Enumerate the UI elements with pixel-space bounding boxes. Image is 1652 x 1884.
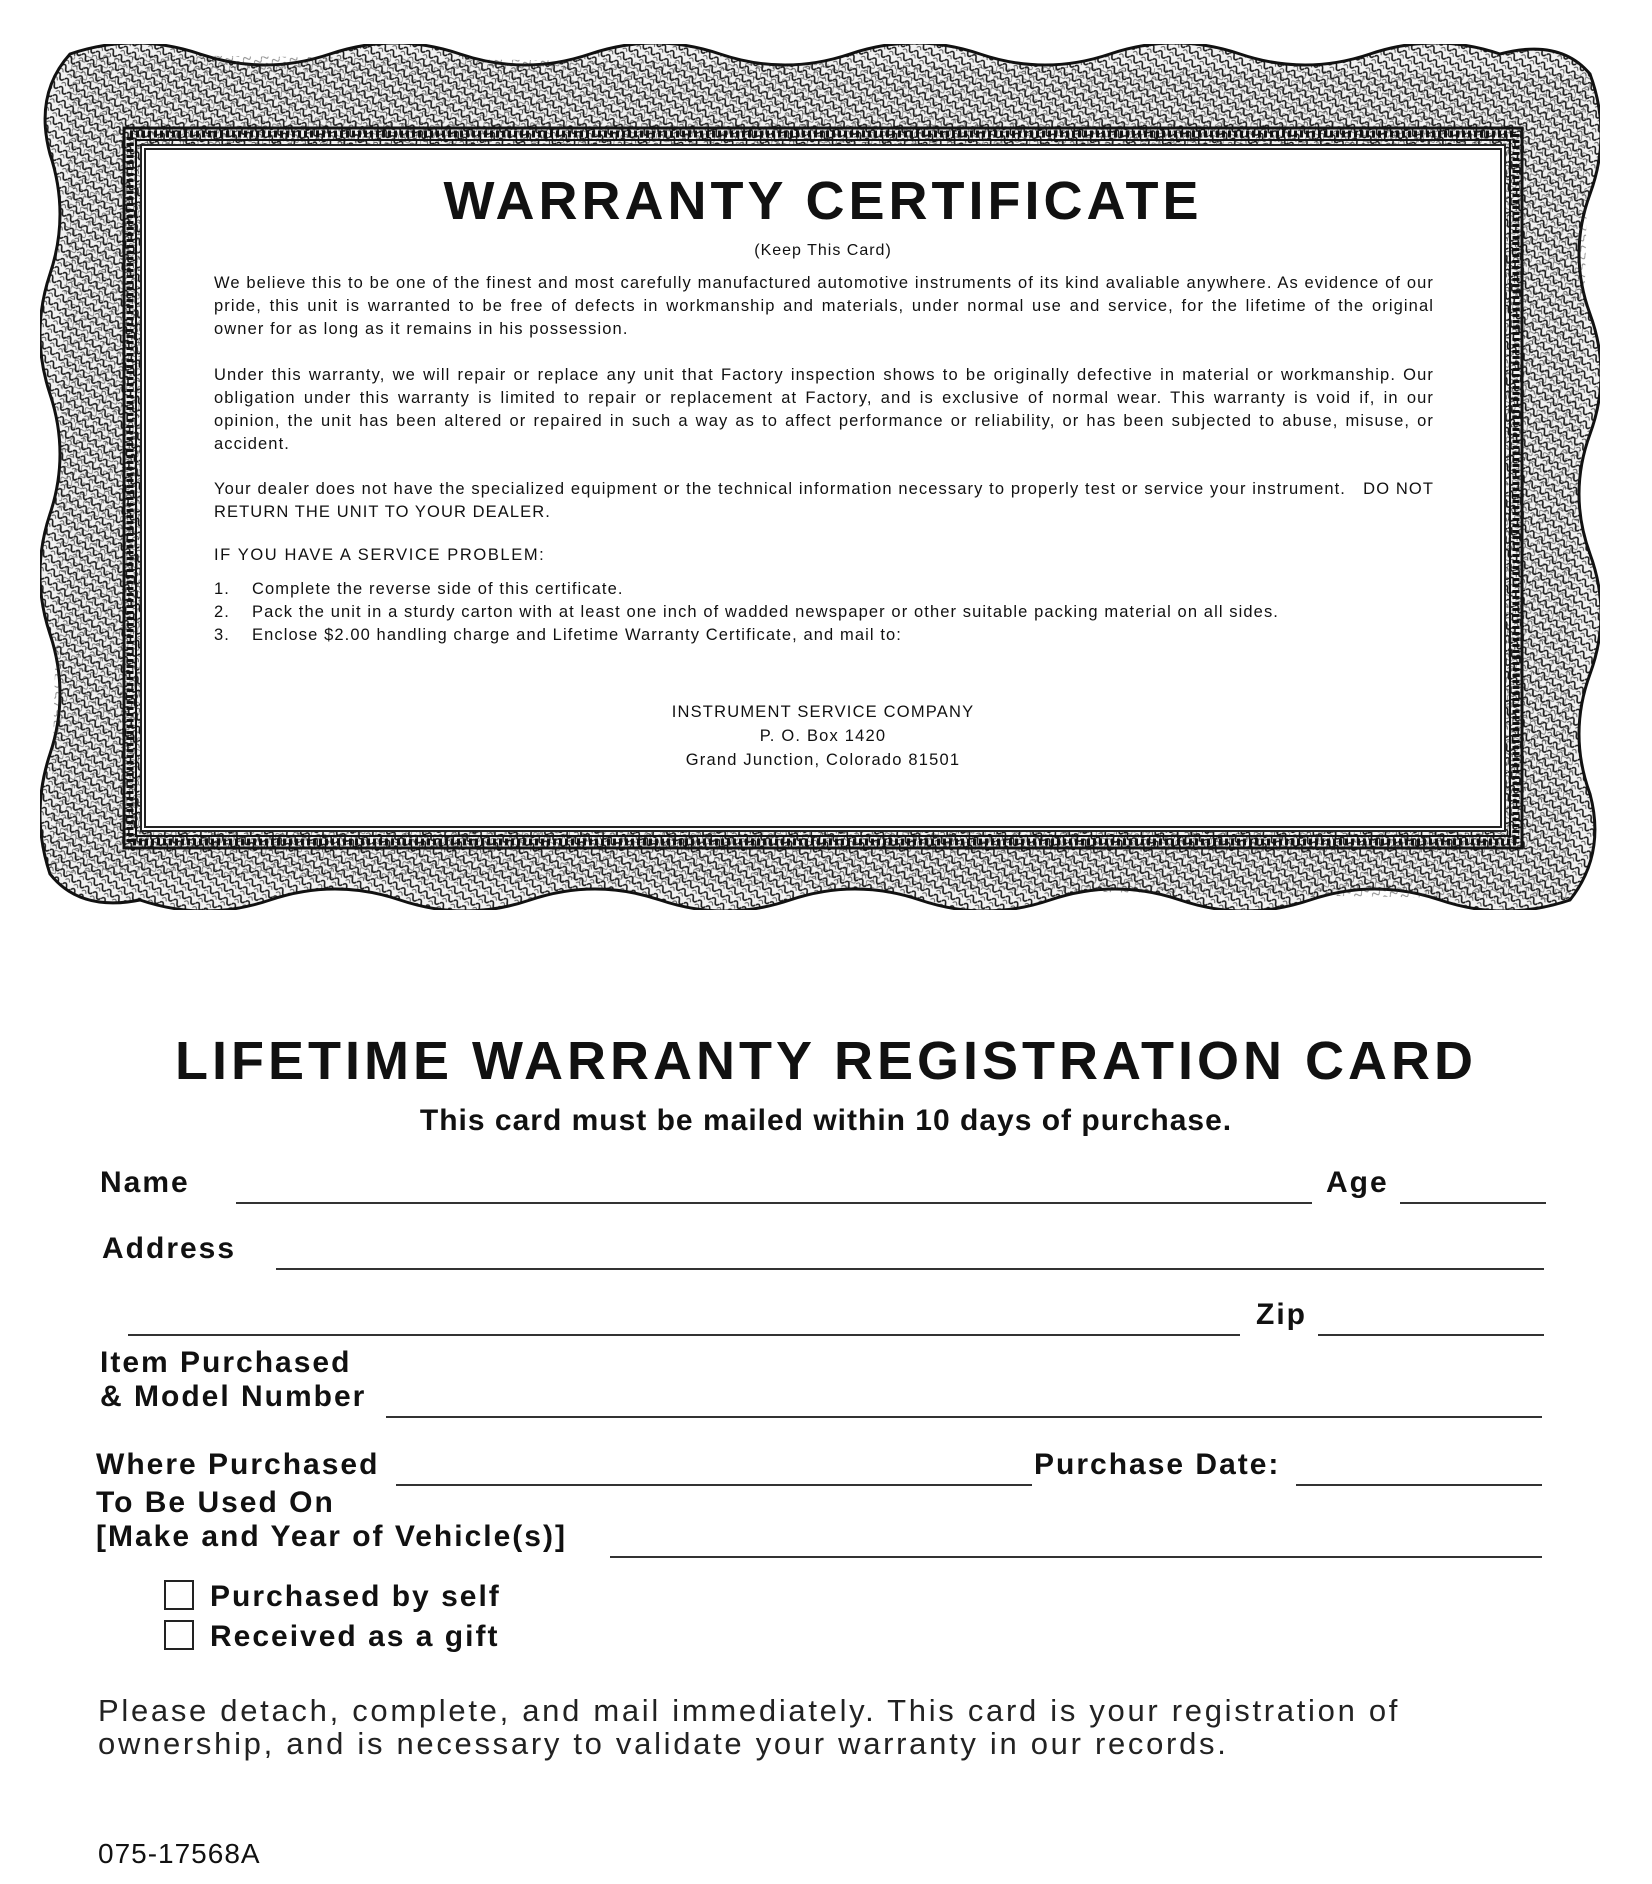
where-purchased-label: Where Purchased (96, 1448, 380, 1481)
warranty-paragraph-3: Your dealer does not have the specialized equipment or the technical information necessary to properly test or service your instrument. DO NOT RETURN THE UNIT TO YOUR DEALER. (214, 480, 1440, 521)
registration-card-title: LIFETIME WARRANTY REGISTRATION CARD (175, 1031, 1477, 1091)
keep-card-note: (Keep This Card) (754, 242, 892, 259)
mailing-address (146, 700, 1500, 772)
step-number: 3. (214, 626, 230, 644)
purchased-by-self-label: Purchased by self (210, 1580, 501, 1613)
vehicle-field[interactable] (610, 1556, 1542, 1558)
certificate-panel (140, 144, 1506, 832)
item-model-field[interactable] (386, 1416, 1542, 1418)
name-label: Name (100, 1166, 190, 1199)
purchase-date-field[interactable] (1296, 1484, 1542, 1486)
model-number-label: & Model Number (100, 1380, 367, 1413)
address-label: Address (102, 1232, 237, 1265)
step-number: 2. (214, 603, 230, 621)
purchase-date-label: Purchase Date: (1034, 1448, 1281, 1481)
item-purchased-label: Item Purchased (100, 1346, 352, 1379)
zip-label: Zip (1256, 1298, 1307, 1331)
list-item (214, 578, 1434, 601)
registration-card-subtitle: This card must be mailed within 10 days of purchase. (419, 1104, 1233, 1137)
address-city: Grand Junction, Colorado 81501 (685, 751, 961, 769)
received-as-gift-label: Received as a gift (210, 1620, 500, 1653)
address-company: INSTRUMENT SERVICE COMPANY (671, 703, 975, 721)
service-problem-heading: IF YOU HAVE A SERVICE PROBLEM: (214, 546, 546, 564)
step-number: 1. (214, 580, 230, 598)
age-label: Age (1326, 1166, 1389, 1199)
form-code: 075-17568A (98, 1838, 261, 1869)
name-field[interactable] (236, 1202, 1312, 1204)
warranty-paragraph-2: Under this warranty, we will repair or replace any unit that Factory inspection shows to be originally defective in material or workmanship. Our obligation under this warranty is limited to repair or replacement at Factory, and is exclusive of normal wear. This warranty is void if, in our opinion, the unit has been altered or repaired in such a way as to affect performance or reliability, or has been subjected to abuse, misuse, or accident. (214, 366, 1434, 453)
where-purchased-field[interactable] (396, 1484, 1032, 1486)
warranty-paragraph-1: We believe this to be one of the finest and most carefully manufactured automotive instruments of its kind avaliable anywhere. As evidence of our pride, this unit is warranted to be free of defects in workmanship and materials, under normal use and service, for the lifetime of the original owner for as long as it remains in his possession. (214, 274, 1434, 338)
address-field-line-2[interactable] (128, 1334, 1240, 1336)
service-steps-list (214, 578, 1434, 647)
zip-field[interactable] (1318, 1334, 1544, 1336)
address-po-box: P. O. Box 1420 (759, 727, 887, 745)
vehicle-make-year-label: [Make and Year of Vehicle(s)] (96, 1520, 567, 1553)
warranty-certificate (40, 44, 1600, 910)
list-item (214, 624, 1434, 647)
step-text: Enclose $2.00 handling charge and Lifetime Warranty Certificate, and mail to: (252, 626, 902, 644)
purchased-by-self-checkbox[interactable] (164, 1580, 194, 1610)
mail-instructions: Please detach, complete, and mail immediately. This card is your registration of ownership, and is necessary to validate your warranty in our records. (98, 1693, 1401, 1761)
used-on-label: To Be Used On (96, 1486, 335, 1519)
age-field[interactable] (1400, 1202, 1546, 1204)
list-item (214, 601, 1434, 624)
step-text: Pack the unit in a sturdy carton with at least one inch of wadded newspaper or other suitable packing material on all sides. (252, 603, 1279, 621)
address-field-line-1[interactable] (276, 1268, 1544, 1270)
received-as-gift-checkbox[interactable] (164, 1620, 194, 1650)
step-text: Complete the reverse side of this certificate. (252, 580, 624, 598)
certificate-title: WARRANTY CERTIFICATE (443, 171, 1203, 231)
